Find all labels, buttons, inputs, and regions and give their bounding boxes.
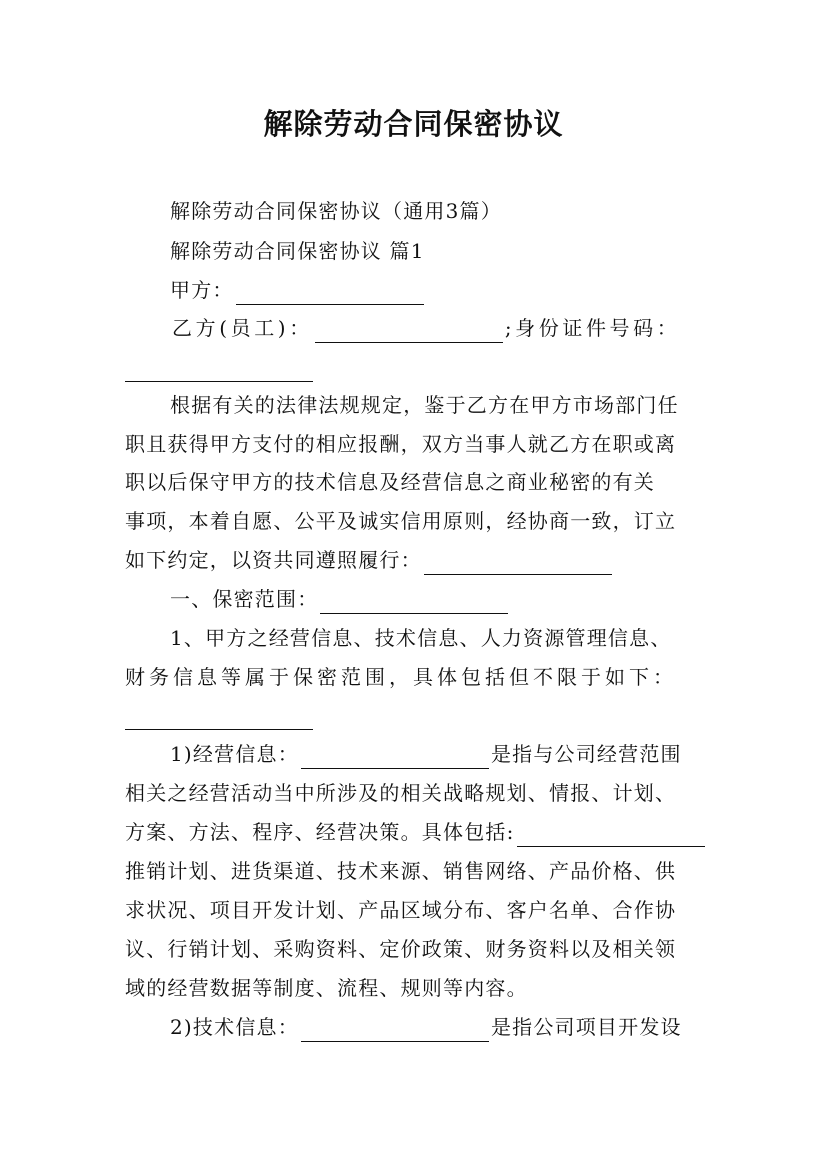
document-title: 解除劳动合同保密协议 bbox=[263, 107, 564, 141]
item1-1-tail: 是指与公司经营范围 bbox=[490, 742, 682, 766]
item1-blank bbox=[125, 707, 313, 730]
section-heading: 解除劳动合同保密协议 篇1 bbox=[170, 239, 425, 263]
scope-heading: 一、保密范围： bbox=[170, 587, 319, 611]
para1-line: 事项，本着自愿、公平及诚实信用原则，经协商一致，订立 bbox=[125, 509, 677, 533]
para2-line: 求状况、项目开发计划、产品区域分布、客户名单、合作协 bbox=[125, 898, 677, 922]
party-b-label: 乙方(员工)： bbox=[172, 316, 313, 340]
document-subtitle: 解除劳动合同保密协议（通用3篇） bbox=[170, 199, 502, 223]
item1-line: 财务信息等属于保密范围，具体包括但不限于如下： bbox=[125, 665, 677, 689]
scope-heading-line bbox=[170, 584, 715, 614]
para2-line: 推销计划、进货渠道、技术来源、销售网络、产品价格、供 bbox=[125, 859, 677, 883]
para2-line: 域的经营数据等制度、流程、规则等内容。 bbox=[125, 976, 528, 1000]
party-b-blank bbox=[315, 320, 503, 343]
party-a-line bbox=[170, 275, 715, 305]
item1-2-tail: 是指公司项目开发设 bbox=[490, 1015, 682, 1039]
para2-line: 相关之经营活动当中所涉及的相关战略规划、情报、计划、 bbox=[125, 781, 677, 805]
item1-2-label: 2)技术信息： bbox=[170, 1015, 299, 1039]
para1-blank bbox=[424, 552, 612, 575]
item1-1-blank bbox=[301, 746, 489, 769]
para1-line-last bbox=[125, 545, 715, 575]
para1-line: 职以后保守甲方的技术信息及经营信息之商业秘密的有关 bbox=[125, 470, 655, 494]
para2-text: 方案、方法、程序、经营决策。具体包括: bbox=[125, 820, 515, 844]
item1-2-line bbox=[170, 1012, 715, 1042]
party-b-line bbox=[172, 313, 762, 343]
id-label: ;身份证件号码： bbox=[504, 316, 681, 340]
para2-line-with-blank bbox=[125, 817, 715, 847]
item1-1-line bbox=[170, 739, 715, 769]
para1-line: 根据有关的法律法规规定，鉴于乙方在甲方市场部门任 bbox=[170, 393, 679, 417]
item1-blank-line bbox=[125, 700, 715, 730]
para1-text: 如下约定，以资共同遵照履行： bbox=[125, 548, 422, 572]
id-number-line bbox=[125, 352, 715, 382]
scope-blank bbox=[320, 591, 508, 614]
party-a-label: 甲方： bbox=[170, 278, 234, 302]
para1-line: 职且获得甲方支付的相应报酬，双方当事人就乙方在职或离 bbox=[125, 432, 677, 456]
para2-line: 议、行销计划、采购资料、定价政策、财务资料以及相关领 bbox=[125, 937, 677, 961]
item1-line: 1、甲方之经营信息、技术信息、人力资源管理信息、 bbox=[170, 626, 672, 650]
para2-blank bbox=[517, 824, 705, 847]
id-number-blank bbox=[125, 359, 313, 382]
item1-2-blank bbox=[301, 1019, 489, 1042]
item1-1-label: 1)经营信息： bbox=[170, 742, 299, 766]
party-a-blank bbox=[236, 282, 424, 305]
